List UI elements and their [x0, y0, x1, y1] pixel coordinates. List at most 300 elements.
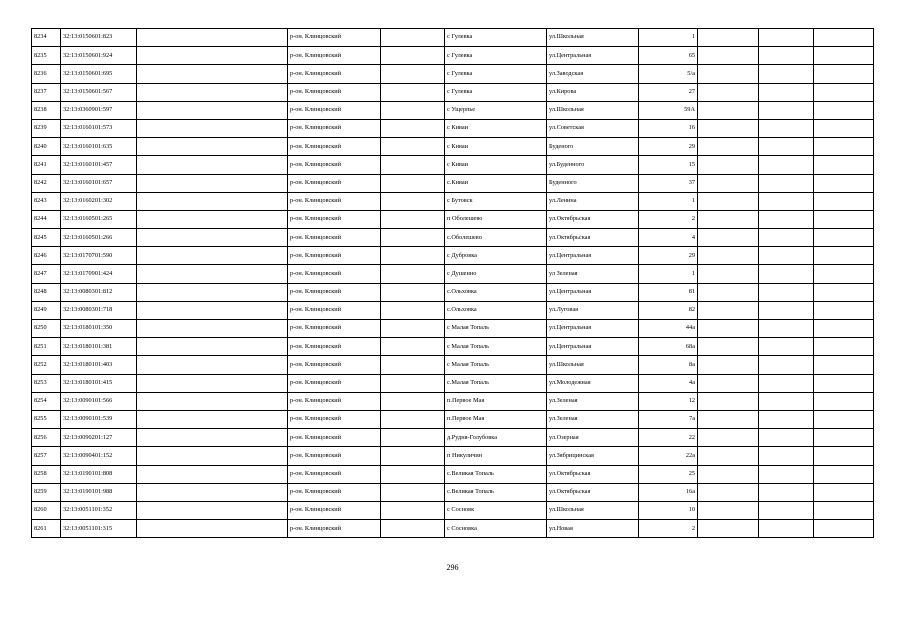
district-cell: р-он. Клинцовский: [288, 210, 381, 228]
table-row: [32, 520, 874, 538]
table-row: [32, 101, 874, 119]
cadastral-number-cell: 32:13:0150601:567: [61, 83, 137, 101]
empty-cell: [759, 301, 814, 319]
street-cell: ул.Школьная: [547, 356, 639, 374]
row-number-cell: 8234: [32, 29, 61, 47]
empty-cell: [381, 320, 445, 338]
street-cell: Буденого: [547, 138, 639, 156]
table-row: [32, 374, 874, 392]
district-cell: р-он. Клинцовский: [288, 374, 381, 392]
house-number-cell: 16а: [639, 483, 698, 501]
empty-cell: [698, 247, 759, 265]
empty-cell: [137, 156, 288, 174]
registry-table-body: [32, 29, 874, 538]
house-number-cell: 44а: [639, 320, 698, 338]
house-number-cell: 4: [639, 229, 698, 247]
empty-cell: [381, 138, 445, 156]
row-number-cell: 8239: [32, 119, 61, 137]
street-cell: ул.Заводская: [547, 65, 639, 83]
district-cell: р-он. Клинцовский: [288, 47, 381, 65]
empty-cell: [698, 483, 759, 501]
street-cell: ул.Центральная: [547, 247, 639, 265]
house-number-cell: 1: [639, 265, 698, 283]
empty-cell: [381, 65, 445, 83]
cadastral-number-cell: 32:13:0090101:539: [61, 410, 137, 428]
empty-cell: [381, 156, 445, 174]
empty-cell: [814, 520, 874, 538]
empty-cell: [814, 174, 874, 192]
district-cell: р-он. Клинцовский: [288, 65, 381, 83]
empty-cell: [814, 301, 874, 319]
settlement-cell: с Малая Топаль: [445, 356, 547, 374]
empty-cell: [814, 356, 874, 374]
empty-cell: [137, 447, 288, 465]
empty-cell: [137, 192, 288, 210]
empty-cell: [759, 119, 814, 137]
street-cell: ул.Буденного: [547, 156, 639, 174]
empty-cell: [814, 501, 874, 519]
row-number-cell: 8258: [32, 465, 61, 483]
settlement-cell: п.Первое Мая: [445, 392, 547, 410]
empty-cell: [698, 47, 759, 65]
empty-cell: [814, 429, 874, 447]
cadastral-number-cell: 32:13:0051101:315: [61, 520, 137, 538]
empty-cell: [381, 465, 445, 483]
empty-cell: [698, 83, 759, 101]
empty-cell: [698, 501, 759, 519]
settlement-cell: с Ущерпье: [445, 101, 547, 119]
empty-cell: [759, 356, 814, 374]
settlement-cell: с Душенно: [445, 265, 547, 283]
house-number-cell: 12: [639, 392, 698, 410]
district-cell: р-он. Клинцовский: [288, 229, 381, 247]
empty-cell: [814, 483, 874, 501]
cadastral-number-cell: 32:13:0090201:127: [61, 429, 137, 447]
cadastral-number-cell: 32:13:0051101:352: [61, 501, 137, 519]
empty-cell: [759, 47, 814, 65]
street-cell: ул.Центральная: [547, 338, 639, 356]
cadastral-number-cell: 32:13:0150601:823: [61, 29, 137, 47]
empty-cell: [698, 265, 759, 283]
street-cell: ул.Луговая: [547, 301, 639, 319]
empty-cell: [759, 429, 814, 447]
empty-cell: [381, 520, 445, 538]
district-cell: р-он. Клинцовский: [288, 429, 381, 447]
empty-cell: [698, 283, 759, 301]
empty-cell: [759, 83, 814, 101]
table-row: [32, 501, 874, 519]
table-row: [32, 483, 874, 501]
empty-cell: [759, 229, 814, 247]
empty-cell: [759, 210, 814, 228]
empty-cell: [698, 174, 759, 192]
house-number-cell: 59А: [639, 101, 698, 119]
district-cell: р-он. Клинцовский: [288, 119, 381, 137]
table-row: [32, 47, 874, 65]
empty-cell: [137, 374, 288, 392]
empty-cell: [698, 356, 759, 374]
cadastral-number-cell: 32:13:0180101:403: [61, 356, 137, 374]
empty-cell: [698, 338, 759, 356]
street-cell: ул.Октябрьская: [547, 465, 639, 483]
table-row: [32, 156, 874, 174]
empty-cell: [759, 338, 814, 356]
row-number-cell: 8259: [32, 483, 61, 501]
settlement-cell: с Киваи: [445, 156, 547, 174]
empty-cell: [759, 320, 814, 338]
table-row: [32, 356, 874, 374]
empty-cell: [814, 320, 874, 338]
settlement-cell: с Малая Топаль: [445, 320, 547, 338]
empty-cell: [814, 447, 874, 465]
page-number: 296: [446, 563, 459, 572]
street-cell: ул.Октябрьская: [547, 210, 639, 228]
settlement-cell: с.Киваи: [445, 174, 547, 192]
empty-cell: [137, 47, 288, 65]
empty-cell: [814, 156, 874, 174]
empty-cell: [759, 101, 814, 119]
row-number-cell: 8236: [32, 65, 61, 83]
empty-cell: [137, 320, 288, 338]
row-number-cell: 8249: [32, 301, 61, 319]
house-number-cell: 2: [639, 520, 698, 538]
empty-cell: [759, 392, 814, 410]
empty-cell: [137, 429, 288, 447]
empty-cell: [759, 465, 814, 483]
row-number-cell: 8256: [32, 429, 61, 447]
house-number-cell: 15: [639, 156, 698, 174]
street-cell: ул.Школьная: [547, 29, 639, 47]
table-row: [32, 320, 874, 338]
district-cell: р-он. Клинцовский: [288, 447, 381, 465]
settlement-cell: с Киваи: [445, 119, 547, 137]
street-cell: ул.Молодежная: [547, 374, 639, 392]
settlement-cell: с.Ольховка: [445, 283, 547, 301]
empty-cell: [381, 83, 445, 101]
empty-cell: [698, 156, 759, 174]
table-row: [32, 447, 874, 465]
empty-cell: [814, 229, 874, 247]
house-number-cell: 25: [639, 465, 698, 483]
empty-cell: [381, 119, 445, 137]
empty-cell: [814, 65, 874, 83]
table-row: [32, 83, 874, 101]
cadastral-number-cell: 32:13:0360901:597: [61, 101, 137, 119]
street-cell: ул.Зябрицинская: [547, 447, 639, 465]
cadastral-number-cell: 32:13:0160101:457: [61, 156, 137, 174]
house-number-cell: 8а: [639, 356, 698, 374]
street-cell: ул.Зеленая: [547, 410, 639, 428]
settlement-cell: с Гулевка: [445, 29, 547, 47]
cadastral-number-cell: 32:13:0190101:988: [61, 483, 137, 501]
empty-cell: [137, 65, 288, 83]
empty-cell: [759, 283, 814, 301]
settlement-cell: с Киваи: [445, 138, 547, 156]
empty-cell: [759, 265, 814, 283]
empty-cell: [137, 229, 288, 247]
row-number-cell: 8235: [32, 47, 61, 65]
row-number-cell: 8255: [32, 410, 61, 428]
empty-cell: [137, 101, 288, 119]
settlement-cell: с Малая Топаль: [445, 338, 547, 356]
district-cell: р-он. Клинцовский: [288, 83, 381, 101]
district-cell: р-он. Клинцовский: [288, 356, 381, 374]
empty-cell: [137, 483, 288, 501]
empty-cell: [814, 47, 874, 65]
row-number-cell: 8261: [32, 520, 61, 538]
table-row: [32, 247, 874, 265]
empty-cell: [137, 356, 288, 374]
empty-cell: [137, 83, 288, 101]
registry-table: [31, 28, 874, 538]
empty-cell: [381, 174, 445, 192]
district-cell: р-он. Клинцовский: [288, 138, 381, 156]
empty-cell: [137, 283, 288, 301]
cadastral-number-cell: 32:13:0090101:566: [61, 392, 137, 410]
table-row: [32, 338, 874, 356]
district-cell: р-он. Клинцовский: [288, 192, 381, 210]
empty-cell: [698, 392, 759, 410]
district-cell: р-он. Клинцовский: [288, 247, 381, 265]
empty-cell: [137, 265, 288, 283]
empty-cell: [814, 101, 874, 119]
empty-cell: [759, 174, 814, 192]
empty-cell: [698, 465, 759, 483]
table-row: [32, 65, 874, 83]
district-cell: р-он. Клинцовский: [288, 465, 381, 483]
settlement-cell: с.Ольховка: [445, 301, 547, 319]
row-number-cell: 8248: [32, 283, 61, 301]
row-number-cell: 8242: [32, 174, 61, 192]
street-cell: ул.Советская: [547, 119, 639, 137]
row-number-cell: 8243: [32, 192, 61, 210]
district-cell: р-он. Клинцовский: [288, 29, 381, 47]
settlement-cell: с Гулевка: [445, 65, 547, 83]
cadastral-number-cell: 32:13:0170701:590: [61, 247, 137, 265]
street-cell: ул Зеленая: [547, 265, 639, 283]
empty-cell: [759, 192, 814, 210]
empty-cell: [814, 29, 874, 47]
house-number-cell: 10: [639, 501, 698, 519]
empty-cell: [698, 192, 759, 210]
empty-cell: [137, 119, 288, 137]
district-cell: р-он. Клинцовский: [288, 392, 381, 410]
table-row: [32, 410, 874, 428]
house-number-cell: 27: [639, 83, 698, 101]
empty-cell: [137, 301, 288, 319]
table-row: [32, 174, 874, 192]
empty-cell: [698, 429, 759, 447]
empty-cell: [381, 247, 445, 265]
street-cell: ул.Центральная: [547, 283, 639, 301]
street-cell: ул.Центральная: [547, 320, 639, 338]
empty-cell: [759, 483, 814, 501]
row-number-cell: 8240: [32, 138, 61, 156]
empty-cell: [381, 429, 445, 447]
house-number-cell: 29: [639, 138, 698, 156]
street-cell: ул.Озерная: [547, 429, 639, 447]
empty-cell: [759, 156, 814, 174]
row-number-cell: 8250: [32, 320, 61, 338]
empty-cell: [759, 374, 814, 392]
settlement-cell: п Никуличин: [445, 447, 547, 465]
district-cell: р-он. Клинцовский: [288, 483, 381, 501]
empty-cell: [698, 229, 759, 247]
empty-cell: [137, 501, 288, 519]
house-number-cell: 5/а: [639, 65, 698, 83]
table-row: [32, 229, 874, 247]
table-row: [32, 29, 874, 47]
empty-cell: [381, 338, 445, 356]
empty-cell: [381, 101, 445, 119]
table-row: [32, 301, 874, 319]
empty-cell: [381, 283, 445, 301]
district-cell: р-он. Клинцовский: [288, 520, 381, 538]
empty-cell: [137, 29, 288, 47]
district-cell: р-он. Клинцовский: [288, 410, 381, 428]
cadastral-number-cell: 32:13:0180101:415: [61, 374, 137, 392]
empty-cell: [759, 65, 814, 83]
cadastral-number-cell: 32:13:0150601:924: [61, 47, 137, 65]
empty-cell: [381, 501, 445, 519]
settlement-cell: с Сосновка: [445, 520, 547, 538]
row-number-cell: 8241: [32, 156, 61, 174]
cadastral-number-cell: 32:13:0160101:657: [61, 174, 137, 192]
empty-cell: [698, 301, 759, 319]
empty-cell: [814, 138, 874, 156]
empty-cell: [381, 29, 445, 47]
settlement-cell: с.Малая Топаль: [445, 374, 547, 392]
empty-cell: [759, 501, 814, 519]
empty-cell: [814, 83, 874, 101]
house-number-cell: 2: [639, 210, 698, 228]
empty-cell: [137, 210, 288, 228]
row-number-cell: 8246: [32, 247, 61, 265]
street-cell: ул.Новая: [547, 520, 639, 538]
house-number-cell: 4а: [639, 374, 698, 392]
house-number-cell: 7а: [639, 410, 698, 428]
house-number-cell: 29: [639, 247, 698, 265]
street-cell: ул.Кирова: [547, 83, 639, 101]
district-cell: р-он. Клинцовский: [288, 320, 381, 338]
settlement-cell: с Гулевка: [445, 83, 547, 101]
empty-cell: [698, 374, 759, 392]
settlement-cell: с Гулевка: [445, 47, 547, 65]
street-cell: ул.Центральная: [547, 47, 639, 65]
table-row: [32, 210, 874, 228]
empty-cell: [381, 392, 445, 410]
empty-cell: [814, 283, 874, 301]
row-number-cell: 8253: [32, 374, 61, 392]
cadastral-number-cell: 32:13:0180101:350: [61, 320, 137, 338]
row-number-cell: 8247: [32, 265, 61, 283]
district-cell: р-он. Клинцовский: [288, 301, 381, 319]
row-number-cell: 8254: [32, 392, 61, 410]
empty-cell: [698, 29, 759, 47]
house-number-cell: 1: [639, 29, 698, 47]
street-cell: ул.Октябрьская: [547, 483, 639, 501]
table-row: [32, 192, 874, 210]
settlement-cell: д.Рудня-Голубовка: [445, 429, 547, 447]
empty-cell: [137, 174, 288, 192]
settlement-cell: с.Великая Топаль: [445, 465, 547, 483]
house-number-cell: 22а: [639, 447, 698, 465]
empty-cell: [698, 520, 759, 538]
house-number-cell: 22: [639, 429, 698, 447]
district-cell: р-он. Клинцовский: [288, 283, 381, 301]
cadastral-number-cell: 32:13:0170901:424: [61, 265, 137, 283]
empty-cell: [814, 210, 874, 228]
cadastral-number-cell: 32:13:0160501:265: [61, 210, 137, 228]
house-number-cell: 1: [639, 192, 698, 210]
table-row: [32, 283, 874, 301]
row-number-cell: 8260: [32, 501, 61, 519]
house-number-cell: 68а: [639, 338, 698, 356]
house-number-cell: 65: [639, 47, 698, 65]
empty-cell: [814, 119, 874, 137]
empty-cell: [137, 392, 288, 410]
empty-cell: [137, 338, 288, 356]
district-cell: р-он. Клинцовский: [288, 174, 381, 192]
settlement-cell: с.Оболешево: [445, 229, 547, 247]
table-row: [32, 392, 874, 410]
table-row: [32, 465, 874, 483]
table-row: [32, 119, 874, 137]
row-number-cell: 8245: [32, 229, 61, 247]
empty-cell: [814, 265, 874, 283]
row-number-cell: 8237: [32, 83, 61, 101]
district-cell: р-он. Клинцовский: [288, 501, 381, 519]
house-number-cell: 82: [639, 301, 698, 319]
street-cell: ул.Октябрьская: [547, 229, 639, 247]
empty-cell: [814, 410, 874, 428]
empty-cell: [759, 29, 814, 47]
empty-cell: [137, 247, 288, 265]
cadastral-number-cell: 32:13:0090401:152: [61, 447, 137, 465]
empty-cell: [381, 47, 445, 65]
empty-cell: [137, 138, 288, 156]
cadastral-number-cell: 32:13:0160101:573: [61, 119, 137, 137]
house-number-cell: 81: [639, 283, 698, 301]
empty-cell: [698, 447, 759, 465]
empty-cell: [759, 447, 814, 465]
empty-cell: [381, 229, 445, 247]
empty-cell: [381, 265, 445, 283]
settlement-cell: п.Первое Мая: [445, 410, 547, 428]
row-number-cell: 8251: [32, 338, 61, 356]
settlement-cell: п Оболешево: [445, 210, 547, 228]
street-cell: ул.Школьная: [547, 501, 639, 519]
row-number-cell: 8244: [32, 210, 61, 228]
empty-cell: [381, 410, 445, 428]
settlement-cell: с Бутовск: [445, 192, 547, 210]
settlement-cell: с.Великая Топаль: [445, 483, 547, 501]
table-row: [32, 429, 874, 447]
street-cell: ул.Ленина: [547, 192, 639, 210]
empty-cell: [698, 320, 759, 338]
empty-cell: [814, 465, 874, 483]
table-row: [32, 265, 874, 283]
district-cell: р-он. Клинцовский: [288, 265, 381, 283]
street-cell: ул.Школьная: [547, 101, 639, 119]
row-number-cell: 8238: [32, 101, 61, 119]
cadastral-number-cell: 32:13:0160101:635: [61, 138, 137, 156]
empty-cell: [381, 483, 445, 501]
cadastral-number-cell: 32:13:0160501:266: [61, 229, 137, 247]
row-number-cell: 8252: [32, 356, 61, 374]
empty-cell: [698, 210, 759, 228]
cadastral-number-cell: 32:13:0150601:695: [61, 65, 137, 83]
